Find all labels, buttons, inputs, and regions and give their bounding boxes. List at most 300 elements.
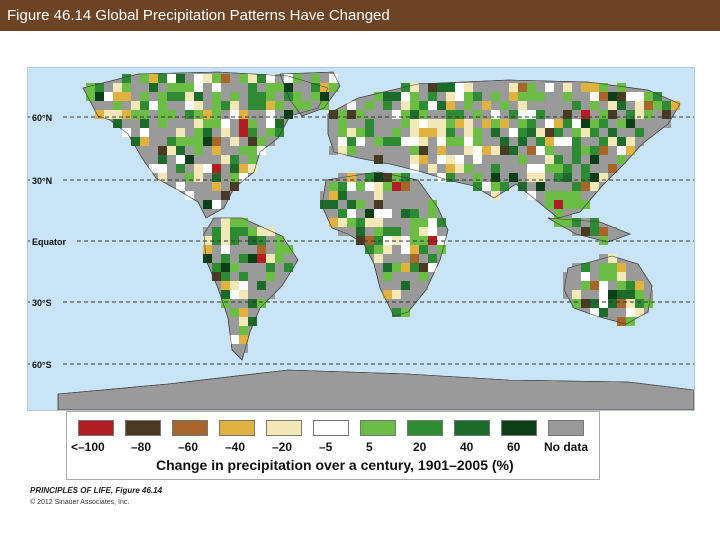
precipitation-cell [509, 119, 518, 128]
precipitation-cell [383, 101, 392, 110]
precipitation-cell [248, 245, 257, 254]
precipitation-cell [572, 218, 581, 227]
precipitation-cell [410, 146, 419, 155]
precipitation-cell [356, 209, 365, 218]
precipitation-cell [140, 137, 149, 146]
precipitation-cell [644, 110, 653, 119]
precipitation-cell [158, 110, 167, 119]
precipitation-cell [329, 128, 338, 137]
precipitation-cell [581, 137, 590, 146]
precipitation-cell [482, 128, 491, 137]
precipitation-cell [383, 254, 392, 263]
precipitation-cell [410, 254, 419, 263]
precipitation-cell [581, 299, 590, 308]
precipitation-cell [221, 119, 230, 128]
precipitation-cell [320, 92, 329, 101]
precipitation-cell [176, 83, 185, 92]
legend-swatch [548, 420, 584, 436]
precipitation-cell [599, 299, 608, 308]
precipitation-cell [446, 119, 455, 128]
precipitation-cell [194, 92, 203, 101]
precipitation-cell [554, 128, 563, 137]
precipitation-cell [230, 155, 239, 164]
precipitation-cell [347, 173, 356, 182]
precipitation-cell [401, 272, 410, 281]
precipitation-cell [563, 200, 572, 209]
precipitation-cell [581, 272, 590, 281]
precipitation-cell [635, 272, 644, 281]
precipitation-cell [464, 101, 473, 110]
precipitation-cell [221, 155, 230, 164]
precipitation-cell [167, 128, 176, 137]
precipitation-cell [545, 146, 554, 155]
precipitation-cell [563, 119, 572, 128]
precipitation-cell [392, 146, 401, 155]
precipitation-cell [383, 218, 392, 227]
precipitation-cell [419, 128, 428, 137]
precipitation-cell [176, 155, 185, 164]
precipitation-cell [527, 128, 536, 137]
precipitation-cell [356, 227, 365, 236]
precipitation-cell [239, 344, 248, 353]
precipitation-cell [248, 119, 257, 128]
precipitation-cell [437, 173, 446, 182]
precipitation-cell [545, 110, 554, 119]
precipitation-cell [131, 101, 140, 110]
precipitation-cell [482, 137, 491, 146]
precipitation-cell [320, 191, 329, 200]
precipitation-cell [221, 218, 230, 227]
precipitation-cell [356, 182, 365, 191]
precipitation-cell [635, 92, 644, 101]
precipitation-cell [275, 101, 284, 110]
precipitation-cell [644, 299, 653, 308]
precipitation-cell [608, 299, 617, 308]
precipitation-cell [239, 74, 248, 83]
precipitation-cell [158, 92, 167, 101]
precipitation-cell [599, 146, 608, 155]
precipitation-cell [572, 182, 581, 191]
precipitation-cell [590, 101, 599, 110]
precipitation-cell [545, 200, 554, 209]
precipitation-cell [185, 137, 194, 146]
precipitation-cell [518, 137, 527, 146]
precipitation-cell [419, 146, 428, 155]
precipitation-cell [212, 101, 221, 110]
precipitation-cell [608, 110, 617, 119]
precipitation-cell [176, 74, 185, 83]
precipitation-cell [185, 128, 194, 137]
precipitation-cell [428, 218, 437, 227]
precipitation-cell [221, 227, 230, 236]
legend-swatch [172, 420, 208, 436]
precipitation-cell [536, 92, 545, 101]
precipitation-cell [239, 218, 248, 227]
precipitation-cell [581, 83, 590, 92]
precipitation-cell [599, 308, 608, 317]
precipitation-cell [383, 146, 392, 155]
precipitation-cell [500, 83, 509, 92]
precipitation-cell [392, 290, 401, 299]
precipitation-cell [428, 146, 437, 155]
precipitation-cell [446, 155, 455, 164]
precipitation-cell [374, 137, 383, 146]
precipitation-cell [401, 263, 410, 272]
precipitation-cell [608, 281, 617, 290]
precipitation-cell [266, 254, 275, 263]
legend-swatch-label: 40 [460, 440, 474, 454]
precipitation-cell [248, 155, 257, 164]
precipitation-cell [248, 74, 257, 83]
precipitation-cell [383, 119, 392, 128]
precipitation-cell [221, 290, 230, 299]
precipitation-cell [491, 173, 500, 182]
precipitation-cell [428, 119, 437, 128]
precipitation-cell [257, 290, 266, 299]
legend-swatch-label: –40 [225, 440, 246, 454]
precipitation-cell [122, 83, 131, 92]
precipitation-cell [473, 146, 482, 155]
precipitation-cell [167, 110, 176, 119]
precipitation-cell [239, 281, 248, 290]
precipitation-cell [248, 110, 257, 119]
precipitation-cell [266, 263, 275, 272]
precipitation-cell [428, 92, 437, 101]
precipitation-cell [230, 128, 239, 137]
precipitation-cell [545, 191, 554, 200]
legend-swatch-label: –80 [131, 440, 152, 454]
precipitation-cell [194, 191, 203, 200]
precipitation-cell [464, 119, 473, 128]
precipitation-cell [410, 191, 419, 200]
precipitation-cell [266, 281, 275, 290]
precipitation-cell [563, 155, 572, 164]
precipitation-cell [401, 110, 410, 119]
precipitation-cell [464, 92, 473, 101]
precipitation-cell [599, 110, 608, 119]
precipitation-cell [185, 119, 194, 128]
precipitation-cell [491, 110, 500, 119]
precipitation-cell [383, 281, 392, 290]
precipitation-cell [518, 92, 527, 101]
precipitation-cell [545, 137, 554, 146]
precipitation-cell [401, 218, 410, 227]
precipitation-cell [500, 164, 509, 173]
precipitation-cell [608, 272, 617, 281]
precipitation-cell [401, 92, 410, 101]
precipitation-cell [554, 173, 563, 182]
precipitation-cell [221, 272, 230, 281]
precipitation-cell [347, 227, 356, 236]
precipitation-cell [383, 110, 392, 119]
precipitation-cell [266, 128, 275, 137]
precipitation-cell [419, 227, 428, 236]
precipitation-cell [617, 272, 626, 281]
precipitation-cell [383, 209, 392, 218]
precipitation-cell [635, 110, 644, 119]
precipitation-cell [473, 137, 482, 146]
precipitation-cell [194, 146, 203, 155]
precipitation-cell [266, 110, 275, 119]
precipitation-cell [374, 200, 383, 209]
precipitation-cell [527, 110, 536, 119]
precipitation-cell [527, 173, 536, 182]
precipitation-cell [383, 263, 392, 272]
precipitation-cell [392, 218, 401, 227]
precipitation-cell [563, 128, 572, 137]
precipitation-cell [437, 110, 446, 119]
precipitation-cell [599, 272, 608, 281]
precipitation-cell [86, 83, 95, 92]
precipitation-cell [464, 128, 473, 137]
precipitation-cell [131, 110, 140, 119]
precipitation-cell [257, 272, 266, 281]
precipitation-cell [194, 119, 203, 128]
precipitation-cell [410, 128, 419, 137]
precipitation-cell [509, 83, 518, 92]
precipitation-cell [572, 146, 581, 155]
precipitation-cell [518, 101, 527, 110]
precipitation-cell [401, 101, 410, 110]
precipitation-cell [383, 290, 392, 299]
precipitation-cell [338, 182, 347, 191]
precipitation-cell [149, 146, 158, 155]
precipitation-cell [230, 299, 239, 308]
precipitation-cell [203, 245, 212, 254]
legend-swatch-label: 20 [413, 440, 427, 454]
precipitation-cell [626, 281, 635, 290]
precipitation-cell [221, 245, 230, 254]
precipitation-cell [608, 290, 617, 299]
precipitation-cell [617, 83, 626, 92]
precipitation-cell [284, 245, 293, 254]
precipitation-cell [626, 128, 635, 137]
precipitation-cell [437, 245, 446, 254]
precipitation-cell [437, 101, 446, 110]
precipitation-cell [500, 101, 509, 110]
precipitation-cell [266, 83, 275, 92]
precipitation-cell [437, 137, 446, 146]
precipitation-cell [410, 290, 419, 299]
precipitation-cell [545, 119, 554, 128]
precipitation-cell [275, 245, 284, 254]
precipitation-cell [230, 182, 239, 191]
precipitation-cell [428, 101, 437, 110]
precipitation-cell [374, 209, 383, 218]
precipitation-cell [257, 254, 266, 263]
precipitation-cell [410, 209, 419, 218]
precipitation-cell [194, 128, 203, 137]
legend-swatch-label: 60 [507, 440, 521, 454]
precipitation-cell [239, 101, 248, 110]
precipitation-cell [572, 164, 581, 173]
precipitation-cell [392, 110, 401, 119]
precipitation-cell [590, 83, 599, 92]
precipitation-cell [563, 164, 572, 173]
precipitation-cell [410, 272, 419, 281]
precipitation-cell [500, 137, 509, 146]
precipitation-cell [509, 92, 518, 101]
precipitation-cell [590, 119, 599, 128]
precipitation-cell [203, 101, 212, 110]
precipitation-cell [599, 92, 608, 101]
precipitation-cell [176, 110, 185, 119]
precipitation-cell [500, 146, 509, 155]
precipitation-cell [482, 164, 491, 173]
precipitation-cell [419, 137, 428, 146]
precipitation-cell [383, 128, 392, 137]
precipitation-cell [509, 128, 518, 137]
precipitation-cell [320, 200, 329, 209]
precipitation-cell [401, 128, 410, 137]
precipitation-cell [374, 245, 383, 254]
precipitation-cell [383, 272, 392, 281]
precipitation-cell [473, 110, 482, 119]
precipitation-cell [446, 128, 455, 137]
precipitation-cell [248, 83, 257, 92]
precipitation-cell [608, 92, 617, 101]
precipitation-cell [635, 119, 644, 128]
precipitation-cell [212, 191, 221, 200]
precipitation-cell [617, 317, 626, 326]
precipitation-cell [365, 128, 374, 137]
precipitation-cell [230, 308, 239, 317]
precipitation-cell [239, 92, 248, 101]
precipitation-cell [581, 290, 590, 299]
legend-swatch-label: –5 [319, 440, 333, 454]
precipitation-cell [104, 92, 113, 101]
legend-swatch-label: –20 [272, 440, 293, 454]
precipitation-cell [617, 137, 626, 146]
precipitation-cell [428, 254, 437, 263]
precipitation-cell [284, 110, 293, 119]
precipitation-cell [149, 137, 158, 146]
legend-swatch [501, 420, 537, 436]
precipitation-cell [590, 218, 599, 227]
precipitation-cell [149, 74, 158, 83]
precipitation-cell [545, 164, 554, 173]
precipitation-cell [482, 182, 491, 191]
precipitation-cell [203, 128, 212, 137]
precipitation-cell [446, 137, 455, 146]
precipitation-cell [293, 83, 302, 92]
precipitation-cell [329, 191, 338, 200]
precipitation-cell [419, 218, 428, 227]
precipitation-cell [635, 137, 644, 146]
precipitation-cell [419, 263, 428, 272]
precipitation-cell [113, 92, 122, 101]
precipitation-cell [608, 254, 617, 263]
precipitation-cell [230, 164, 239, 173]
precipitation-cell [212, 119, 221, 128]
precipitation-cell [428, 263, 437, 272]
precipitation-cell [410, 281, 419, 290]
precipitation-cell [365, 110, 374, 119]
precipitation-cell [572, 101, 581, 110]
precipitation-cell [356, 119, 365, 128]
precipitation-cell [428, 227, 437, 236]
precipitation-cell [608, 101, 617, 110]
precipitation-cell [536, 128, 545, 137]
precipitation-cell [536, 146, 545, 155]
precipitation-cell [167, 74, 176, 83]
precipitation-cell [104, 110, 113, 119]
precipitation-cell [572, 191, 581, 200]
precipitation-cell [536, 119, 545, 128]
precipitation-cell [410, 119, 419, 128]
precipitation-cell [212, 227, 221, 236]
precipitation-cell [365, 146, 374, 155]
precipitation-cell [590, 128, 599, 137]
precipitation-cell [572, 290, 581, 299]
precipitation-cell [410, 164, 419, 173]
precipitation-cell [626, 308, 635, 317]
copyright-notice: © 2012 Sinauer Associates, Inc. [30, 499, 130, 506]
precipitation-cell [563, 146, 572, 155]
precipitation-cell [185, 155, 194, 164]
precipitation-cell [347, 200, 356, 209]
precipitation-cell [572, 137, 581, 146]
precipitation-cell [518, 110, 527, 119]
precipitation-cell [608, 119, 617, 128]
precipitation-cell [572, 173, 581, 182]
precipitation-cell [239, 155, 248, 164]
precipitation-cell [239, 254, 248, 263]
precipitation-cell [248, 137, 257, 146]
precipitation-cell [545, 128, 554, 137]
precipitation-cell [545, 155, 554, 164]
precipitation-cell [338, 128, 347, 137]
precipitation-cell [626, 110, 635, 119]
precipitation-cell [410, 92, 419, 101]
precipitation-cell [185, 83, 194, 92]
precipitation-cell [455, 128, 464, 137]
precipitation-cell [554, 83, 563, 92]
precipitation-cell [239, 308, 248, 317]
precipitation-cell [590, 281, 599, 290]
precipitation-cell [608, 263, 617, 272]
precipitation-cell [509, 101, 518, 110]
precipitation-cell [401, 119, 410, 128]
legend-swatch-label: <–100 [71, 440, 105, 454]
legend-swatch-label: No data [544, 440, 589, 454]
precipitation-cell [365, 101, 374, 110]
precipitation-cell [410, 110, 419, 119]
precipitation-cell [329, 182, 338, 191]
precipitation-cell [581, 173, 590, 182]
precipitation-cell [356, 110, 365, 119]
precipitation-cell [221, 182, 230, 191]
precipitation-cell [347, 110, 356, 119]
precipitation-cell [446, 92, 455, 101]
precipitation-cell [635, 299, 644, 308]
precipitation-cell [428, 110, 437, 119]
precipitation-cell [140, 101, 149, 110]
precipitation-cell [230, 92, 239, 101]
precipitation-cell [230, 137, 239, 146]
precipitation-cell [149, 101, 158, 110]
precipitation-cell [212, 164, 221, 173]
precipitation-cell [356, 218, 365, 227]
precipitation-cell [392, 272, 401, 281]
precipitation-cell [545, 173, 554, 182]
precipitation-cell [590, 173, 599, 182]
precipitation-cell [590, 227, 599, 236]
precipitation-cell [320, 83, 329, 92]
precipitation-cell [248, 146, 257, 155]
precipitation-cell [365, 245, 374, 254]
precipitation-cell [383, 245, 392, 254]
